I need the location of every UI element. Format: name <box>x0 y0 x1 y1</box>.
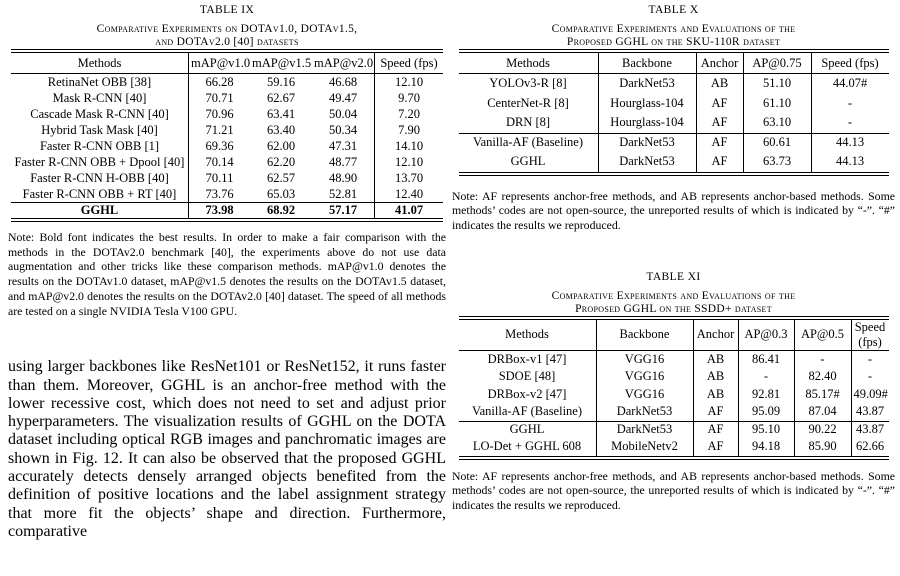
table-cell: 12.40 <box>374 186 443 202</box>
column-header-map-v1-0: mAP@v1.0 <box>188 53 250 74</box>
table-ix-caption <box>8 23 446 49</box>
table-row <box>11 122 443 138</box>
table-cell: 71.21 <box>188 122 250 138</box>
table-cell: 9.70 <box>374 90 443 106</box>
table-cell: 44.07# <box>811 74 889 94</box>
table-cell: AB <box>693 351 738 369</box>
table-cell: 90.22 <box>794 421 851 439</box>
column-header-anchor: Anchor <box>693 320 738 351</box>
table-cell: 69.36 <box>188 138 250 154</box>
table-ix-label: TABLE IX <box>199 4 255 16</box>
table-cell: 43.87 <box>851 421 889 439</box>
column-header-methods: Methods <box>459 53 598 74</box>
table-cell: GGHL <box>510 154 546 169</box>
table-cell: 57.17 <box>312 202 374 218</box>
table-cell: DarkNet53 <box>598 133 696 153</box>
table-header-row <box>459 320 889 351</box>
table-cell: 63.10 <box>743 113 811 133</box>
table-cell: DRN [8] <box>505 115 551 130</box>
table-cell: 59.16 <box>266 74 296 89</box>
table-ix-note: Note: Bold font indicates the best results. In order to make a fair comparison with the methods in the DOTAv2.0 benchmark [40], the experiments above do not use data augmentation and other tricks like these comparison methods. mAP@v1.0 denotes the results on the DOTAv1.0 dataset, mAP@v1.5 denotes the results on the DOTAv1.5 dataset, and mAP@v2.0 denotes the results on the DOTAv2.0 [40] dataset. The speed of all methods are tested on a single NVIDIA Tesla V100 GPU. <box>8 230 446 318</box>
table-cell: 63.73 <box>743 152 811 172</box>
table-cell: Faster R-CNN OBB [1] <box>39 138 160 153</box>
table-cell: DarkNet53 <box>596 403 693 421</box>
column-header-backbone: Backbone <box>598 53 696 74</box>
table-cell: 73.76 <box>188 186 250 202</box>
table-row <box>11 170 443 186</box>
table-x-caption <box>452 23 895 49</box>
column-header-speed: Speed (fps) <box>851 320 889 351</box>
table-cell: LO-Det + GGHL 608 <box>472 439 582 454</box>
table-cell: 43.87 <box>851 403 889 421</box>
table-row <box>459 368 889 386</box>
table-cell: DarkNet53 <box>598 152 696 172</box>
table-cell: 50.04 <box>328 106 358 121</box>
caption-line: Proposed GGHL on the SSDD+ dataset <box>575 302 772 315</box>
table-cell: - <box>851 368 889 386</box>
table-cell: 85.90 <box>794 438 851 456</box>
table-row <box>459 94 889 114</box>
table-row <box>11 106 443 122</box>
table-cell: 61.10 <box>743 94 811 114</box>
table-cell: 7.20 <box>374 106 443 122</box>
table-cell: 87.04 <box>794 403 851 421</box>
table-cell: AF <box>693 403 738 421</box>
table-row <box>459 438 889 456</box>
table-cell: 52.81 <box>328 186 358 201</box>
table-cell: Hybrid Task Mask [40] <box>41 122 158 137</box>
table-x-label: TABLE X <box>648 4 699 16</box>
table-cell: RetinaNet OBB [38] <box>47 74 152 89</box>
table-header-row <box>459 53 889 74</box>
caption-line: Comparative Experiments and Evaluations of the <box>551 289 796 302</box>
table-cell: 46.68 <box>328 74 358 89</box>
table-row <box>11 154 443 170</box>
table-cell: 62.57 <box>266 170 296 185</box>
table-cell: 70.14 <box>188 154 250 170</box>
table-row <box>11 138 443 154</box>
table-cell: MobileNetv2 <box>596 438 693 456</box>
column-header-backbone: Backbone <box>596 320 693 351</box>
table-cell: 95.09 <box>738 403 794 421</box>
table-cell: Vanilla-AF (Baseline) <box>459 133 598 153</box>
table-row <box>459 421 889 439</box>
table-cell: SDOE [48] <box>498 369 556 384</box>
table-cell: 41.07 <box>374 202 443 218</box>
table-cell: 92.81 <box>738 386 794 404</box>
table-cell: Faster R-CNN H-OBB [40] <box>30 170 169 185</box>
table-cell: 48.90 <box>328 170 358 185</box>
table-row <box>459 133 889 153</box>
column-header-anchor: Anchor <box>696 53 743 74</box>
column-header-ap-075: AP@0.75 <box>743 53 811 74</box>
table-row <box>11 186 443 202</box>
table-cell: 49.47 <box>328 90 358 105</box>
column-header-speed: Speed (fps) <box>811 53 889 74</box>
table-cell: 63.40 <box>266 122 296 137</box>
table-x-note: Note: AF represents anchor-free methods, and AB represents anchor-based methods. Some methods’ codes are not open-source, the unreported results of which is indicated by “-”. “#” indicates the results we reproduced. <box>452 188 895 232</box>
table-cell: 70.96 <box>188 106 250 122</box>
table-cell: DRBox-v1 [47] <box>487 351 567 366</box>
table-cell: 12.10 <box>374 154 443 170</box>
table-cell: 94.18 <box>738 438 794 456</box>
table-cell: GGHL <box>459 421 596 439</box>
table-row <box>459 74 889 94</box>
column-header-ap-05: AP@0.5 <box>794 320 851 351</box>
table-row <box>459 403 889 421</box>
table-cell: AB <box>693 368 738 386</box>
table-row <box>11 202 443 218</box>
right-column <box>452 0 895 513</box>
caption-line: Comparative Experiments on DOTAv1.0, DOTAv1.5, <box>96 23 358 35</box>
column-header-speed: Speed (fps) <box>374 53 443 74</box>
table-x <box>459 49 889 176</box>
table-cell: AF <box>696 94 743 114</box>
table-row <box>459 386 889 404</box>
table-cell: DarkNet53 <box>598 74 696 94</box>
table-cell: Cascade Mask R-CNN [40] <box>30 106 169 121</box>
table-cell: 62.20 <box>266 154 296 169</box>
table-cell: AF <box>693 438 738 456</box>
table-cell: 82.40 <box>794 368 851 386</box>
table-cell: 60.61 <box>743 133 811 153</box>
table-xi-label: TABLE XI <box>646 270 701 283</box>
table-cell: Vanilla-AF (Baseline) <box>471 404 583 419</box>
table-cell: 13.70 <box>374 170 443 186</box>
table-cell: 62.67 <box>266 90 296 105</box>
table-cell: 49.09# <box>851 386 889 404</box>
table-cell: 51.10 <box>743 74 811 94</box>
table-xi-caption <box>452 290 895 316</box>
column-header-methods: Methods <box>11 53 188 74</box>
table-cell: - <box>851 351 889 369</box>
table-cell: 86.41 <box>738 351 794 369</box>
table-row <box>11 74 443 90</box>
table-cell: AF <box>696 113 743 133</box>
table-cell: - <box>738 368 794 386</box>
table-row <box>459 351 889 369</box>
table-xi <box>459 316 889 460</box>
table-cell: 63.41 <box>266 106 296 121</box>
table-cell: Faster R-CNN OBB + RT [40] <box>22 186 177 201</box>
table-cell: 14.10 <box>374 138 443 154</box>
left-column <box>8 0 446 541</box>
table-header-row <box>11 53 443 74</box>
column-header-map-v1-5: mAP@v1.5 <box>250 53 312 74</box>
table-cell: - <box>811 94 889 114</box>
table-cell: 48.77 <box>328 154 358 169</box>
table-cell: GGHL <box>11 202 188 218</box>
table-cell: VGG16 <box>596 368 693 386</box>
table-cell: 44.13 <box>811 152 889 172</box>
table-cell: 12.10 <box>374 74 443 90</box>
table-cell: AF <box>696 133 743 153</box>
table-cell: 47.31 <box>328 138 358 153</box>
table-cell: 50.34 <box>328 122 358 137</box>
table-cell: 44.13 <box>811 133 889 153</box>
table-cell: Mask R-CNN [40] <box>52 90 147 105</box>
table-row <box>11 90 443 106</box>
column-header-ap-03: AP@0.3 <box>738 320 794 351</box>
table-cell: AF <box>693 421 738 439</box>
table-cell: VGG16 <box>596 386 693 404</box>
table-cell: AF <box>696 152 743 172</box>
table-cell: 62.66 <box>851 438 889 456</box>
column-header-map-v2-0: mAP@v2.0 <box>312 53 374 74</box>
caption-line: and DOTAv2.0 [40] datasets <box>155 36 299 48</box>
table-cell: 68.92 <box>250 202 312 218</box>
table-cell: 7.90 <box>374 122 443 138</box>
table-cell: Hourglass-104 <box>598 113 696 133</box>
table-cell: AB <box>696 74 743 94</box>
table-cell: Faster R-CNN OBB + Dpool [40] <box>14 154 185 169</box>
caption-line: Proposed GGHL on the SKU-110R dataset <box>566 36 781 48</box>
table-cell: - <box>811 113 889 133</box>
caption-line: Comparative Experiments and Evaluations of the <box>551 23 796 35</box>
table-cell: 95.10 <box>738 421 794 439</box>
table-row <box>459 152 889 172</box>
table-ix <box>11 49 443 222</box>
table-cell: YOLOv3-R [8] <box>489 76 567 91</box>
table-cell: VGG16 <box>596 351 693 369</box>
table-cell: DRBox-v2 [47] <box>487 386 567 401</box>
table-cell: DarkNet53 <box>596 421 693 439</box>
column-header-methods: Methods <box>459 320 596 351</box>
table-cell: AB <box>693 386 738 404</box>
table-cell: 66.28 <box>188 74 250 90</box>
table-cell: 73.98 <box>188 202 250 218</box>
table-cell: 70.11 <box>188 170 250 186</box>
table-cell: - <box>794 351 851 369</box>
table-cell: 85.17# <box>794 386 851 404</box>
table-cell: Hourglass-104 <box>598 94 696 114</box>
table-xi-note: Note: AF represents anchor-free methods, and AB represents anchor-based methods. Some methods’ codes are not open-source, the unreported results of which is indicated by “-”. “#” indicates the results we reproduced. <box>452 468 895 513</box>
table-cell: CenterNet-R [8] <box>487 95 569 110</box>
table-cell: 62.00 <box>266 138 296 153</box>
body-paragraph: using larger backbones like ResNet101 or ResNet152, it runs faster than them. Moreover, GGHL is an anchor-free method with the lower recessive cost, which does not need to set and adjust prior hyperparameters. The visualization results of GGHL on the DOTA dataset including optical RGB images and panchromatic images are shown in Fig. 12. It can also be observed that the proposed GGHL accurately detects densely arranged objects benefited from the definition of positive locations and the label assignment strategy that more fit the objects’ shape and direction. Furthermore, comparative <box>8 358 446 540</box>
table-cell: 70.71 <box>188 90 250 106</box>
table-cell: 65.03 <box>266 186 296 201</box>
table-row <box>459 113 889 133</box>
